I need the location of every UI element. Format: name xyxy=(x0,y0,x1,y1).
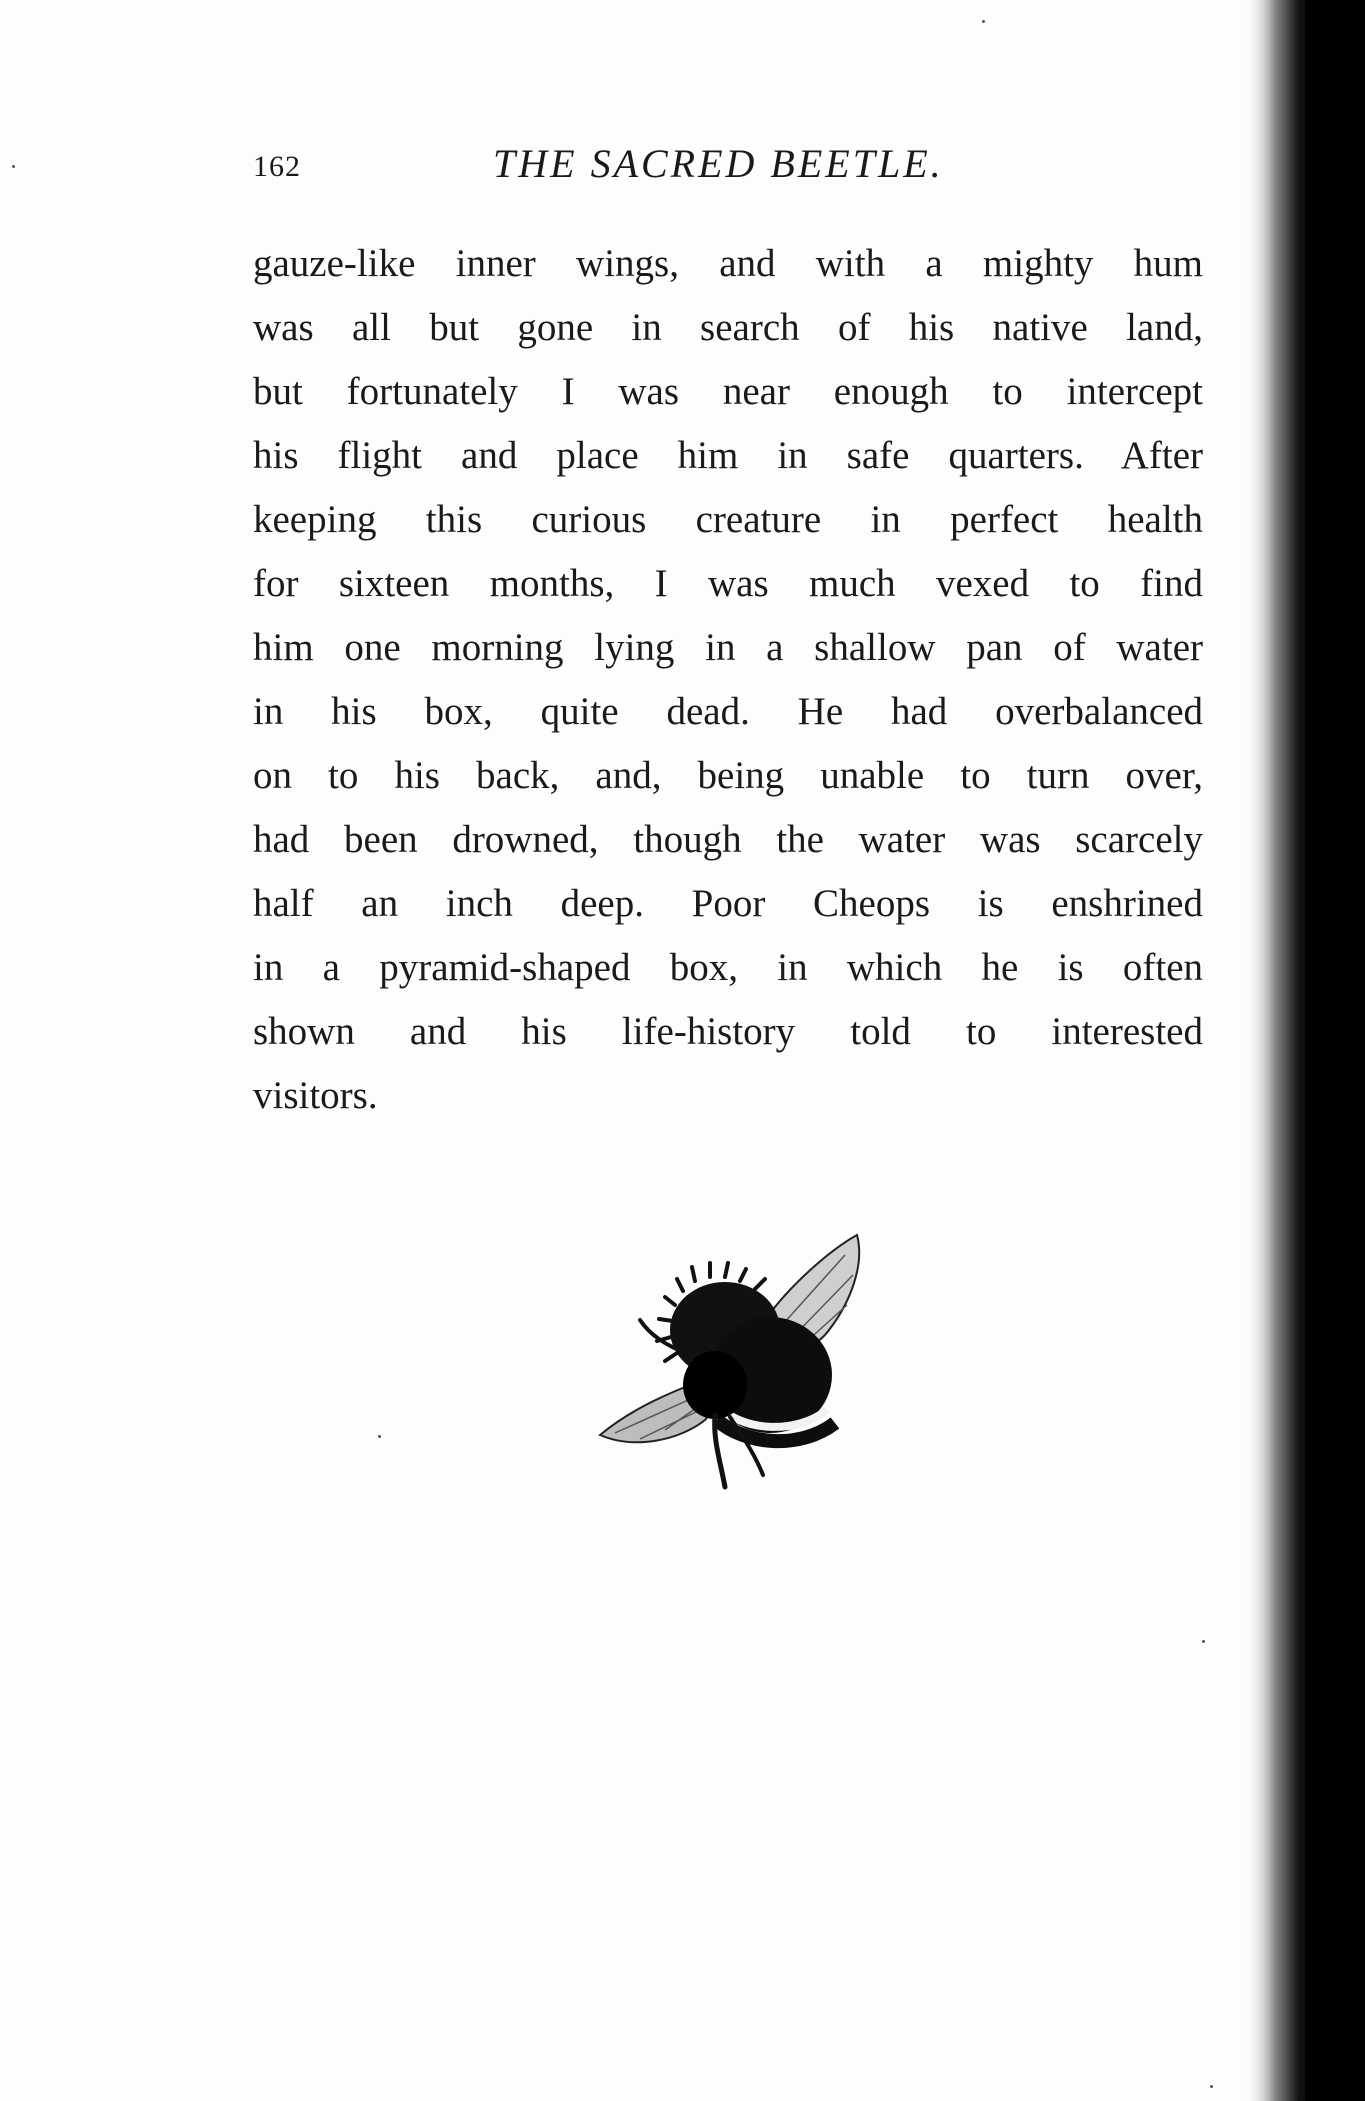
scan-speck xyxy=(982,20,985,23)
running-title: THE SACRED BEETLE. xyxy=(493,141,944,186)
text-line: had been drowned, though the water was scarcely xyxy=(253,818,1203,861)
text-line: him one morning lying in a shallow pan of water xyxy=(253,626,1203,669)
scan-speck xyxy=(1210,2085,1213,2088)
page-header xyxy=(253,140,1203,190)
text-line: for sixteen months, I was much vexed to find xyxy=(253,562,1203,605)
text-line: visitors. xyxy=(253,1074,378,1117)
scan-binding-edge xyxy=(1245,0,1365,2101)
text-line: in a pyramid-shaped box, in which he is often xyxy=(253,946,1203,989)
text-line: on to his back, and, being unable to turn over, xyxy=(253,754,1203,797)
text-line: but fortunately I was near enough to intercept xyxy=(253,370,1203,413)
text-line: gauze-like inner wings, and with a mighty hum xyxy=(253,242,1203,285)
scan-speck xyxy=(378,1435,381,1438)
scan-speck xyxy=(1202,1640,1205,1643)
text-line: shown and his life-history told to interested xyxy=(253,1010,1203,1053)
page-number: 162 xyxy=(253,150,301,183)
text-line: half an inch deep. Poor Cheops is enshrined xyxy=(253,882,1203,925)
body-text xyxy=(253,232,1203,1128)
text-line: in his box, quite dead. He had overbalanced xyxy=(253,690,1203,733)
text-line: was all but gone in search of his native land, xyxy=(253,306,1203,349)
text-line: keeping this curious creature in perfect health xyxy=(253,498,1203,541)
scan-speck xyxy=(12,165,15,168)
bee-illustration-icon xyxy=(595,1225,885,1505)
text-line: his flight and place him in safe quarters. After xyxy=(253,434,1203,477)
